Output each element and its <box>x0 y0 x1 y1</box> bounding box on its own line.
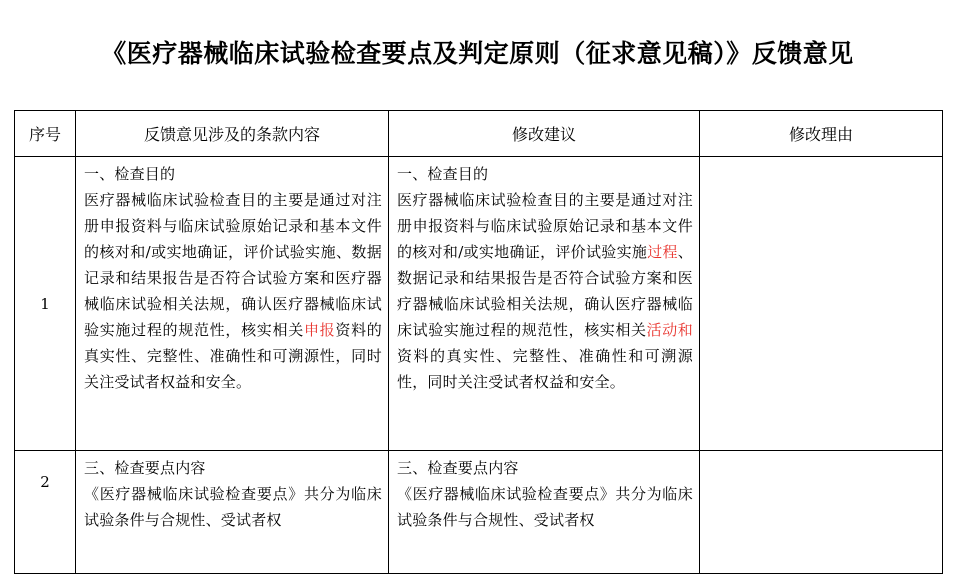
clause-text-before: 医疗器械临床试验检查目的主要是通过对注册申报资料与临床试验原始记录和基本文件的核对和/或实地确证，评价试验实施、数据记录和结果报告是否符合试验方案和医疗器械临床试验相关法规，确认医疗器械临床试验实施过程的规范性，核实相关 <box>84 191 382 339</box>
clause-text <box>84 187 382 395</box>
clause-highlight: 申报 <box>303 321 336 339</box>
header-index: 序号 <box>15 111 76 157</box>
clause-heading: 三、检查要点内容 <box>84 459 206 477</box>
clause-heading: 一、检查目的 <box>84 165 176 183</box>
suggestion-text-1: 医疗器械临床试验检查目的主要是通过对注册申报资料与临床试验原始记录和基本文件的核对和/或实地确证，评价试验实施 <box>397 191 693 261</box>
table-row <box>15 157 943 451</box>
suggestion-cell[interactable] <box>389 451 700 574</box>
reason-cell[interactable] <box>700 157 943 451</box>
clause-text-after: 资料的真实性、完整性、准确性和可溯源性，同时关注受试者权益和安全。 <box>84 321 382 391</box>
suggestion-heading: 三、检查要点内容 <box>397 459 519 477</box>
suggestion-cell[interactable] <box>389 157 700 451</box>
suggestion-heading: 一、检查目的 <box>397 165 489 183</box>
suggestion-highlight-1: 过程 <box>647 243 678 261</box>
suggestion-highlight-2: 活动和 <box>646 321 693 339</box>
header-suggestion: 修改建议 <box>389 111 700 157</box>
reason-cell[interactable] <box>700 451 943 574</box>
clause-text: 《医疗器械临床试验检查要点》共分为临床试验条件与合规性、受试者权 <box>84 485 382 529</box>
suggestion-text-2: 、数据记录和结果报告是否符合试验方案和医疗器械临床试验相关法规，确认医疗器械临床试验实施过程的规范性，核实相关 <box>397 243 693 339</box>
row-index: 1 <box>15 157 76 451</box>
suggestion-text <box>397 187 693 395</box>
header-reason: 修改理由 <box>700 111 943 157</box>
suggestion-text-3: 资料的真实性、完整性、准确性和可溯源性，同时关注受试者权益和安全。 <box>397 347 693 391</box>
header-clause: 反馈意见涉及的条款内容 <box>76 111 389 157</box>
suggestion-text: 《医疗器械临床试验检查要点》共分为临床试验条件与合规性、受试者权 <box>397 485 693 529</box>
clause-cell[interactable] <box>76 157 389 451</box>
header-row <box>15 111 943 157</box>
document-title: 《医疗器械临床试验检查要点及判定原则（征求意见稿）》反馈意见 <box>101 39 854 68</box>
row-index: 2 <box>15 451 76 574</box>
table-row <box>15 451 943 574</box>
feedback-table <box>14 110 943 574</box>
clause-cell[interactable] <box>76 451 389 574</box>
